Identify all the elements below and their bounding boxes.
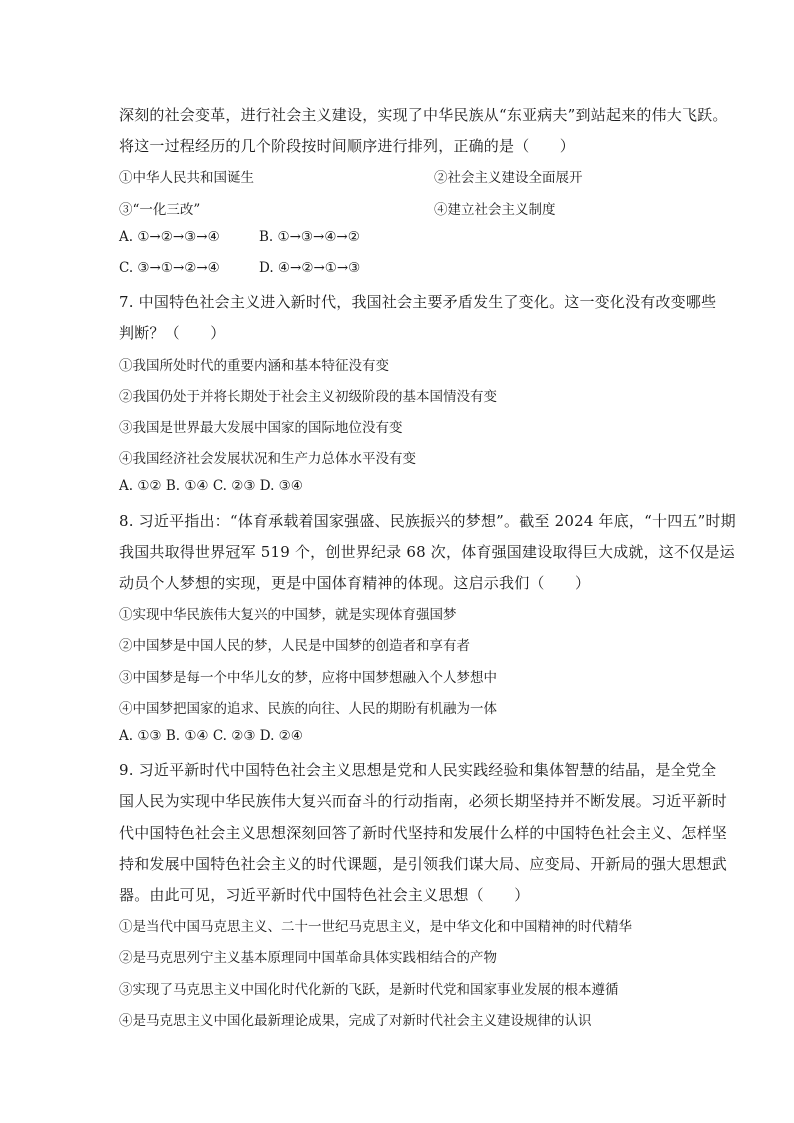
q6-option-a: A. ①→②→③→④ — [119, 229, 220, 245]
q7-item-1: ①我国所处时代的重要内涵和基本特征没有变 — [119, 358, 389, 374]
q9-item-4: ④是马克思主义中国化最新理论成果，完成了对新时代社会主义建设规律的认识 — [119, 1013, 592, 1029]
q8-stem-line-1: 8. 习近平指出：“体育承载着国家强盛、民族振兴的梦想”。截至 2024 年底，“十四五”时期 — [119, 512, 736, 530]
q6-item-2: ②社会主义建设全面展开 — [434, 170, 583, 186]
q8-item-2: ②中国梦是中国人民的梦，人民是中国梦的创造者和享有者 — [119, 638, 470, 654]
q8-stem-line-3: 动员个人梦想的实现，更是中国体育精神的体现。这启示我们（ ） — [119, 574, 591, 592]
q9-stem-line-5: 器。由此可见，习近平新时代中国特色社会主义思想（ ） — [119, 886, 530, 904]
q9-stem-line-4: 持和发展中国特色社会主义的时代课题，是引领我们谋大局、应变局、开新局的强大思想武 — [119, 855, 728, 873]
q7-stem-line-2: 判断？（ ） — [119, 324, 226, 342]
q6-option-b: B. ①→③→④→② — [259, 229, 360, 245]
q9-stem-line-1: 9. 习近平新时代中国特色社会主义思想是党和人民实践经验和集体智慧的结晶，是全党全 — [119, 761, 717, 779]
q9-item-1: ①是当代中国马克思主义、二十一世纪马克思主义，是中华文化和中国精神的时代精华 — [119, 919, 632, 935]
q6-option-row-2 — [119, 260, 361, 276]
q7-item-2: ②我国仍处于并将长期处于社会主义初级阶段的基本国情没有变 — [119, 389, 497, 405]
q6-item-1: ①中华人民共和国诞生 — [119, 170, 254, 186]
q8-item-4: ④中国梦把国家的追求、民族的向往、人民的期盼有机融为一体 — [119, 701, 497, 717]
q6-stem-line-1: 深刻的社会变革，进行社会主义建设，实现了中华民族从“东亚病夫”到站起来的伟大飞跃。 — [119, 106, 728, 124]
q6-stem-line-2: 将这一过程经历的几个阶段按时间顺序进行排列，正确的是（ ） — [119, 137, 576, 155]
q9-stem-line-3: 代中国特色社会主义思想深刻回答了新时代坚持和发展什么样的中国特色社会主义、怎样坚 — [119, 824, 728, 842]
q8-item-3: ③中国梦是每一个中华儿女的梦，应将中国梦想融入个人梦想中 — [119, 670, 497, 686]
q8-options: A. ①③ B. ①④ C. ②③ D. ②④ — [119, 728, 303, 744]
q8-item-1: ①实现中华民族伟大复兴的中国梦，就是实现体育强国梦 — [119, 607, 457, 623]
q8-stem-line-2: 我国共取得世界冠军 519 个，创世界纪录 68 次，体育强国建设取得巨大成就，这不仅是运 — [119, 543, 735, 561]
q7-item-4: ④我国经济社会发展状况和生产力总体水平没有变 — [119, 451, 416, 467]
q6-item-4: ④建立社会主义制度 — [434, 202, 556, 218]
q7-item-3: ③我国是世界最大发展中国家的国际地位没有变 — [119, 420, 403, 436]
q6-item-row-1 — [119, 166, 583, 186]
q7-stem-line-1: 7. 中国特色社会主义进入新时代，我国社会主要矛盾发生了变化。这一变化没有改变哪些 — [119, 293, 717, 311]
q6-item-3: ③“一化三改” — [119, 202, 201, 218]
q7-options: A. ①② B. ①④ C. ②③ D. ③④ — [119, 478, 303, 494]
q6-option-row-1 — [119, 229, 360, 245]
q6-item-row-2 — [119, 198, 556, 218]
q9-item-3: ③实现了马克思主义中国化时代化新的飞跃，是新时代党和国家事业发展的根本遵循 — [119, 982, 619, 998]
q6-option-c: C. ③→①→②→④ — [119, 260, 220, 276]
q9-item-2: ②是马克思列宁主义基本原理同中国革命具体实践相结合的产物 — [119, 950, 497, 966]
q9-stem-line-2: 国人民为实现中华民族伟大复兴而奋斗的行动指南，必须长期坚持并不断发展。习近平新时 — [119, 792, 728, 810]
q6-option-d: D. ④→②→①→③ — [259, 260, 361, 276]
